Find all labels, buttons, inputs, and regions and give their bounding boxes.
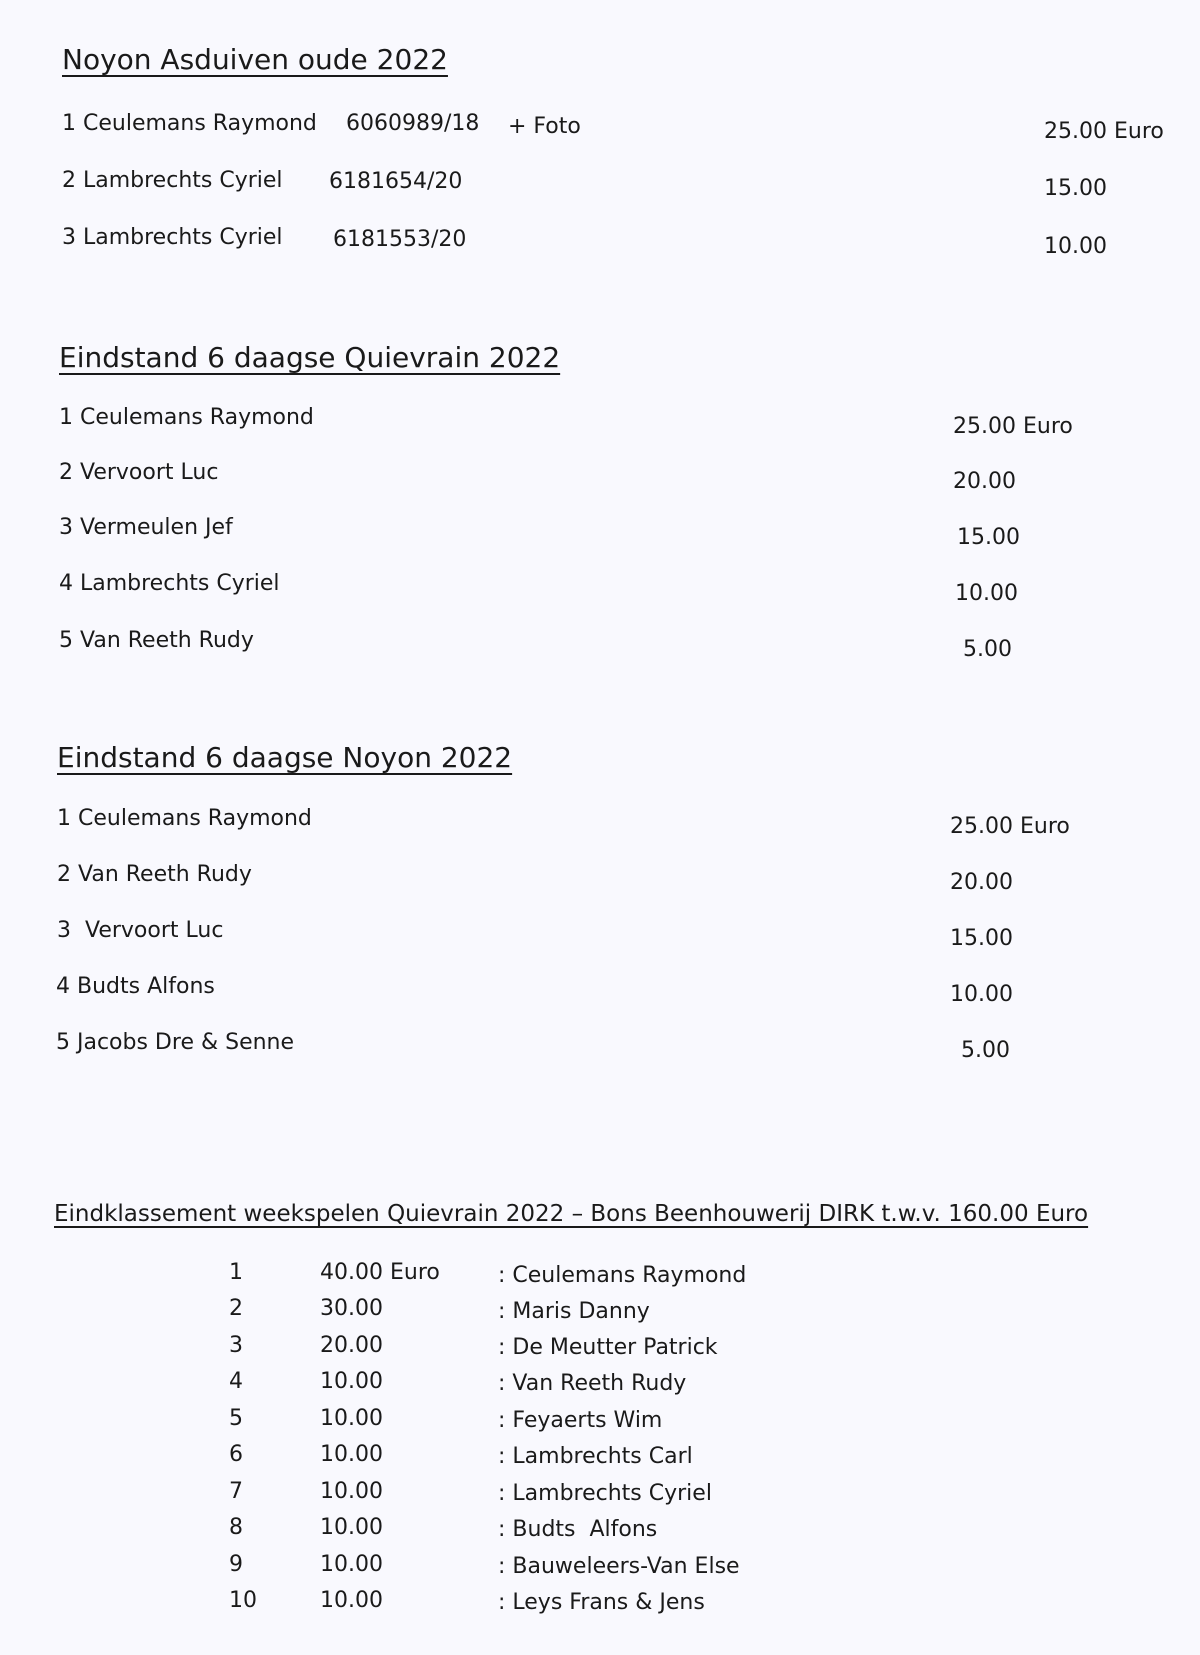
rank-amount: 10.00	[320, 1406, 383, 1431]
prize-amount: 25.00 Euro	[1044, 119, 1164, 144]
ring-number: 6060989/18	[346, 111, 480, 136]
prize-amount: 5.00	[961, 1038, 1010, 1063]
result-entry: 3 Lambrechts Cyriel	[62, 225, 283, 250]
result-entry: 4 Lambrechts Cyriel	[59, 571, 280, 596]
rank-number: 5	[229, 1406, 243, 1431]
section-title-6daagse-noyon: Eindstand 6 daagse Noyon 2022	[57, 741, 513, 774]
rank-amount: 10.00	[320, 1588, 383, 1613]
result-entry: 3 Vervoort Luc	[57, 918, 224, 943]
rank-amount: 10.00	[320, 1515, 383, 1540]
result-entry: 4 Budts Alfons	[56, 974, 215, 999]
rank-number: 6	[229, 1442, 243, 1467]
prize-amount: 15.00	[957, 525, 1020, 550]
ring-number: 6181654/20	[329, 169, 463, 194]
rank-number: 10	[229, 1588, 257, 1613]
result-entry: 1 Ceulemans Raymond	[59, 405, 314, 430]
prize-amount: 10.00	[1044, 234, 1107, 259]
rank-number: 4	[229, 1369, 243, 1394]
prize-amount: 20.00	[950, 870, 1013, 895]
rank-name: : Maris Danny	[498, 1299, 650, 1324]
rank-name: : Van Reeth Rudy	[498, 1371, 687, 1396]
section-title-weekspelen-quievrain: Eindklassement weekspelen Quievrain 2022 – Bons Beenhouwerij DIRK t.w.v. 160.00 Euro	[54, 1201, 1089, 1227]
prize-amount: 25.00 Euro	[953, 414, 1073, 439]
result-entry: 5 Van Reeth Rudy	[59, 628, 254, 653]
rank-amount: 10.00	[320, 1479, 383, 1504]
result-entry: 2 Van Reeth Rudy	[57, 862, 252, 887]
result-entry: 5 Jacobs Dre & Senne	[56, 1030, 295, 1055]
prize-amount: 15.00	[1044, 176, 1107, 201]
rank-amount: 10.00	[320, 1442, 383, 1467]
prize-amount: 10.00	[950, 982, 1013, 1007]
rank-number: 8	[229, 1515, 243, 1540]
rank-name: : Ceulemans Raymond	[498, 1263, 747, 1288]
ring-number: 6181553/20	[333, 227, 467, 252]
photo-note: + Foto	[508, 114, 581, 139]
prize-amount: 10.00	[955, 581, 1018, 606]
rank-amount: 40.00 Euro	[320, 1260, 440, 1285]
section-title-6daagse-quievrain: Eindstand 6 daagse Quievrain 2022	[59, 341, 561, 374]
rank-amount: 30.00	[320, 1296, 383, 1321]
prize-amount: 25.00 Euro	[950, 814, 1070, 839]
rank-number: 7	[229, 1479, 243, 1504]
section-title-noyon-asduiven: Noyon Asduiven oude 2022	[62, 43, 448, 76]
rank-name: : De Meutter Patrick	[498, 1335, 718, 1360]
rank-number: 1	[229, 1260, 243, 1285]
prize-amount: 5.00	[963, 637, 1012, 662]
result-entry: 3 Vermeulen Jef	[59, 515, 233, 540]
prize-amount: 15.00	[950, 926, 1013, 951]
rank-number: 3	[229, 1333, 243, 1358]
rank-name: : Lambrechts Carl	[498, 1444, 693, 1469]
rank-name: : Budts Alfons	[498, 1517, 658, 1542]
rank-amount: 20.00	[320, 1333, 383, 1358]
rank-amount: 10.00	[320, 1552, 383, 1577]
rank-name: : Leys Frans & Jens	[498, 1590, 705, 1615]
result-entry: 2 Vervoort Luc	[59, 460, 219, 485]
rank-amount: 10.00	[320, 1369, 383, 1394]
rank-number: 9	[229, 1552, 243, 1577]
result-entry: 1 Ceulemans Raymond	[62, 111, 317, 136]
rank-name: : Lambrechts Cyriel	[498, 1481, 712, 1506]
prize-amount: 20.00	[953, 469, 1016, 494]
result-entry: 1 Ceulemans Raymond	[57, 806, 312, 831]
rank-name: : Feyaerts Wim	[498, 1408, 663, 1433]
result-entry: 2 Lambrechts Cyriel	[62, 168, 283, 193]
rank-name: : Bauweleers-Van Else	[498, 1554, 740, 1579]
rank-number: 2	[229, 1296, 243, 1321]
